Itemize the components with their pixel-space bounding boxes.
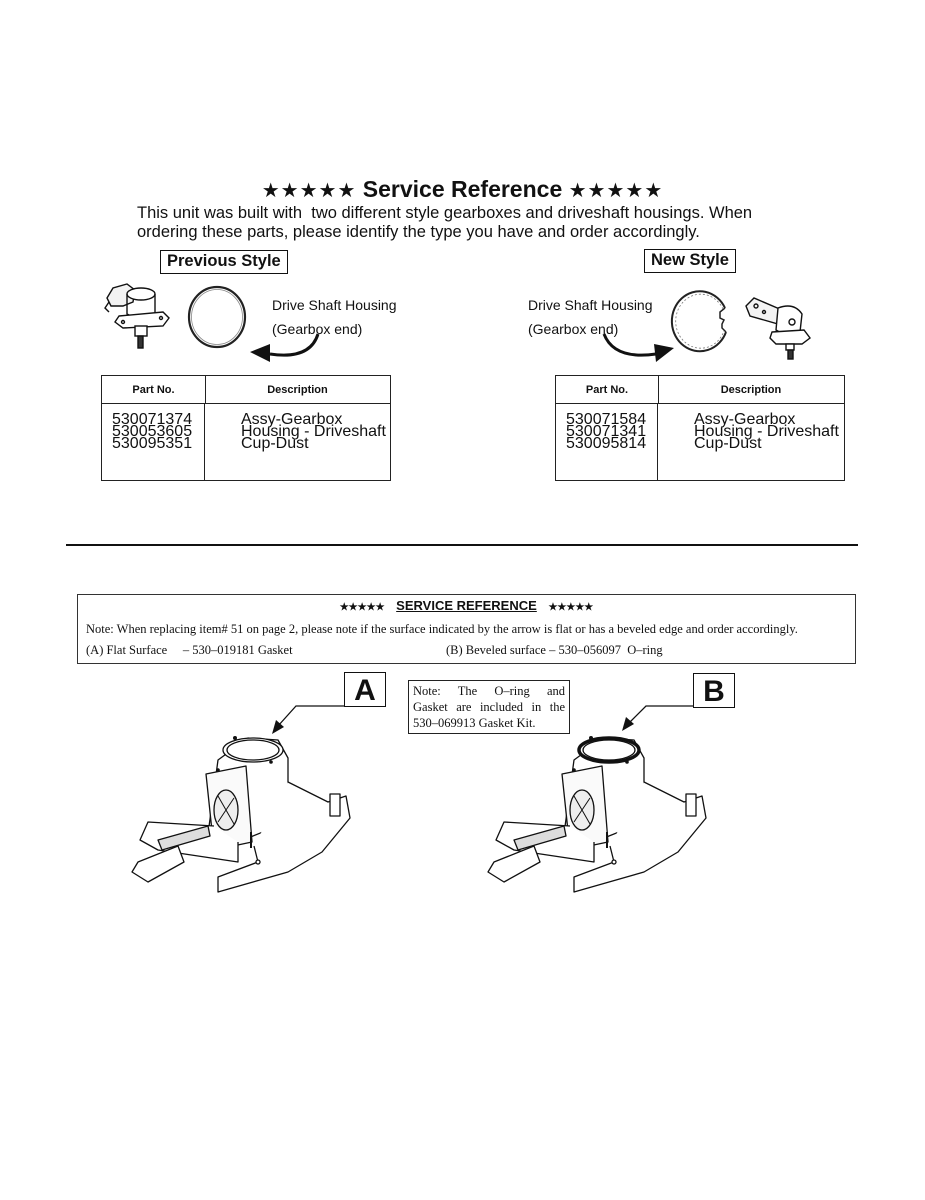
option-a-flat-surface: (A) Flat Surface – 530–019181 Gasket xyxy=(86,643,293,657)
description: Housing - Driveshaft xyxy=(241,423,386,440)
part-no: 530071341 xyxy=(566,423,647,440)
part-no: 530095351 xyxy=(112,435,193,452)
replacement-note: Note: When replacing item# 51 on page 2, please note if the surface indicated by the arrow is flat or has a beveled edge and order accordingly. xyxy=(86,622,798,636)
label-b: B xyxy=(693,673,735,708)
stars-right: ★★★★★ xyxy=(548,602,594,613)
description: Housing - Driveshaft xyxy=(694,423,839,440)
stars-left: ★★★★★ xyxy=(261,180,357,202)
part-no: 530071374 xyxy=(112,411,193,428)
intro-line-2: ordering these parts, please identify the type you have and order accordingly. xyxy=(137,223,700,241)
kit-note-line: Note: The O–ring and xyxy=(413,684,565,698)
kit-note-line: 530–069913 Gasket Kit. xyxy=(413,716,536,730)
intro-line-1: This unit was built with two different style gearboxes and driveshaft housings. When xyxy=(137,204,753,222)
description: Cup-Dust xyxy=(241,435,309,452)
description: Assy-Gearbox xyxy=(694,411,796,428)
heading-text: SERVICE REFERENCE xyxy=(396,598,537,613)
header-description: Description xyxy=(720,384,782,396)
label-a: A xyxy=(344,672,386,707)
leader-line-b xyxy=(630,706,693,722)
housing-label-line2: (Gearbox end) xyxy=(272,321,363,337)
stars-right: ★★★★★ xyxy=(568,180,664,202)
new-style-label: New Style xyxy=(644,249,736,273)
crankcase-beveled-surface-illustration xyxy=(478,722,723,902)
header-part-no: Part No. xyxy=(102,376,206,403)
housing-label-line1: Drive Shaft Housing xyxy=(528,297,653,313)
housing-label-line1: Drive Shaft Housing xyxy=(272,297,397,313)
stars-left: ★★★★★ xyxy=(339,602,385,613)
housing-label-line2: (Gearbox end) xyxy=(528,321,619,337)
kit-note-line: Gasket are included in the xyxy=(413,700,565,714)
description: Cup-Dust xyxy=(694,435,762,452)
option-b-beveled-surface: (B) Beveled surface – 530–056097 O–ring xyxy=(446,643,663,657)
header-description: Description xyxy=(267,384,328,396)
header-part-no: Part No. xyxy=(556,376,659,403)
part-no: 530095814 xyxy=(566,435,647,452)
part-no: 530053605 xyxy=(112,423,193,440)
crankcase-flat-surface-illustration xyxy=(118,722,363,902)
previous-style-label: Previous Style xyxy=(160,250,288,274)
part-no: 530071584 xyxy=(566,411,647,428)
description: Assy-Gearbox xyxy=(241,411,343,428)
title-text: Service Reference xyxy=(362,176,563,202)
